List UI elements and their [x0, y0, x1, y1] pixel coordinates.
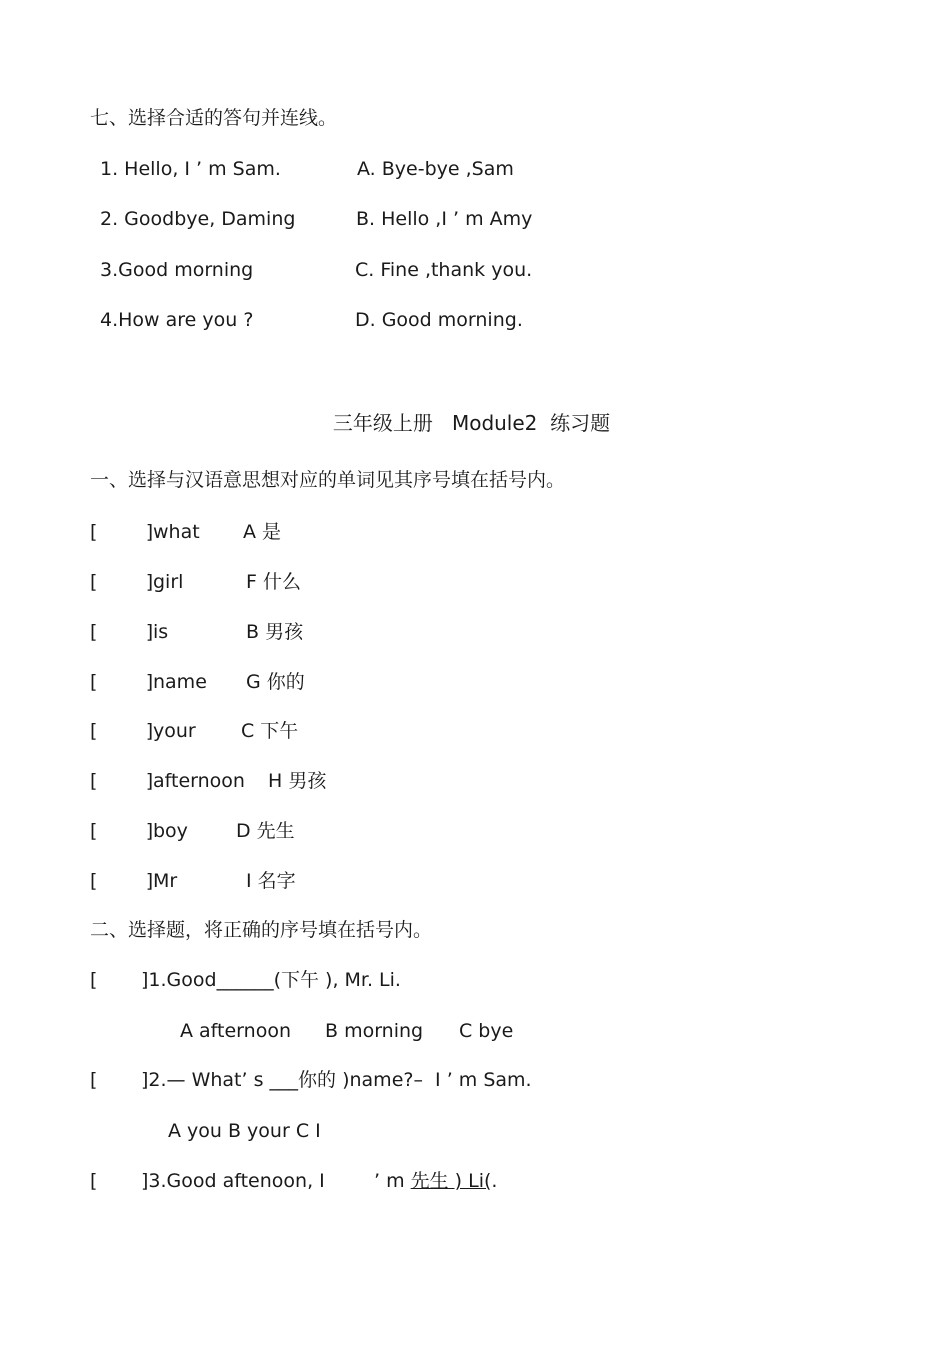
answer-bracket: [ ]: [90, 820, 154, 842]
option: D 先生: [236, 820, 295, 842]
option: B 男孩: [246, 621, 304, 643]
match-left-1: 1. Hello, I ’ m Sam.: [100, 158, 281, 180]
match-right-c: C. Fine ,thank you.: [355, 259, 533, 281]
option: H 男孩: [268, 770, 327, 792]
answer-bracket: [ ]: [90, 571, 154, 593]
q2-blank: ___你的: [269, 1069, 337, 1091]
part-2-heading: 二、选择题，将正确的序号填在括号内。: [90, 919, 433, 941]
q2-text-post: )name?– I ’ m Sam.: [336, 1069, 532, 1091]
q3-blank: 先生 ) Li(: [410, 1170, 492, 1192]
q1-option-c: C bye: [459, 1020, 514, 1042]
q3-text-post: .: [491, 1170, 498, 1192]
word: your: [153, 720, 196, 742]
match-right-a: A. Bye-bye ,Sam: [357, 158, 514, 180]
answer-bracket: [ ]: [90, 671, 154, 693]
option: G 你的: [246, 671, 305, 693]
option: A 是: [243, 521, 282, 543]
q1-option-b: B morning: [325, 1020, 424, 1042]
word: boy: [153, 820, 188, 842]
match-left-3: 3.Good morning: [100, 259, 254, 281]
word: girl: [153, 571, 184, 593]
q2-text-pre: ]2.— What’ s: [141, 1069, 270, 1091]
answer-bracket: [ ]: [90, 720, 154, 742]
q1-option-a: A afternoon: [180, 1020, 291, 1042]
q1-text: ]1.Good______(下午 ), Mr. Li.: [141, 969, 401, 991]
answer-bracket: [ ]: [90, 770, 154, 792]
word: what: [153, 521, 200, 543]
q2-options: A you B your C I: [168, 1120, 321, 1142]
option: F 什么: [246, 571, 301, 593]
option: I 名字: [246, 870, 296, 892]
answer-bracket: [ ]: [90, 621, 154, 643]
module-title: 三年级上册 Module2 练习题: [332, 411, 611, 435]
q2-question: [141, 1068, 532, 1092]
match-right-d: D. Good morning.: [355, 309, 523, 331]
answer-bracket: [ ]: [90, 870, 154, 892]
word: name: [153, 671, 207, 693]
q1-bracket: [: [90, 969, 98, 991]
match-left-2: 2. Goodbye, Daming: [100, 208, 296, 230]
q3-text-mid: ’ m: [374, 1170, 411, 1192]
match-left-4: 4.How are you ?: [100, 309, 254, 331]
word: is: [153, 621, 169, 643]
q2-bracket: [: [90, 1069, 98, 1091]
answer-bracket: [ ]: [90, 521, 154, 543]
part-1-heading: 一、选择与汉语意思想对应的单词见其序号填在括号内。: [90, 469, 566, 491]
word: afternoon: [153, 770, 245, 792]
match-right-b: B. Hello ,I ’ m Amy: [356, 208, 533, 230]
q3-question: [374, 1169, 497, 1193]
q3-bracket: [: [90, 1170, 98, 1192]
section-7-heading: 七、选择合适的答句并连线。: [90, 107, 338, 129]
q3-text-pre: ]3.Good aftenoon, I: [141, 1170, 325, 1192]
word: Mr: [153, 870, 178, 892]
option: C 下午: [241, 720, 299, 742]
